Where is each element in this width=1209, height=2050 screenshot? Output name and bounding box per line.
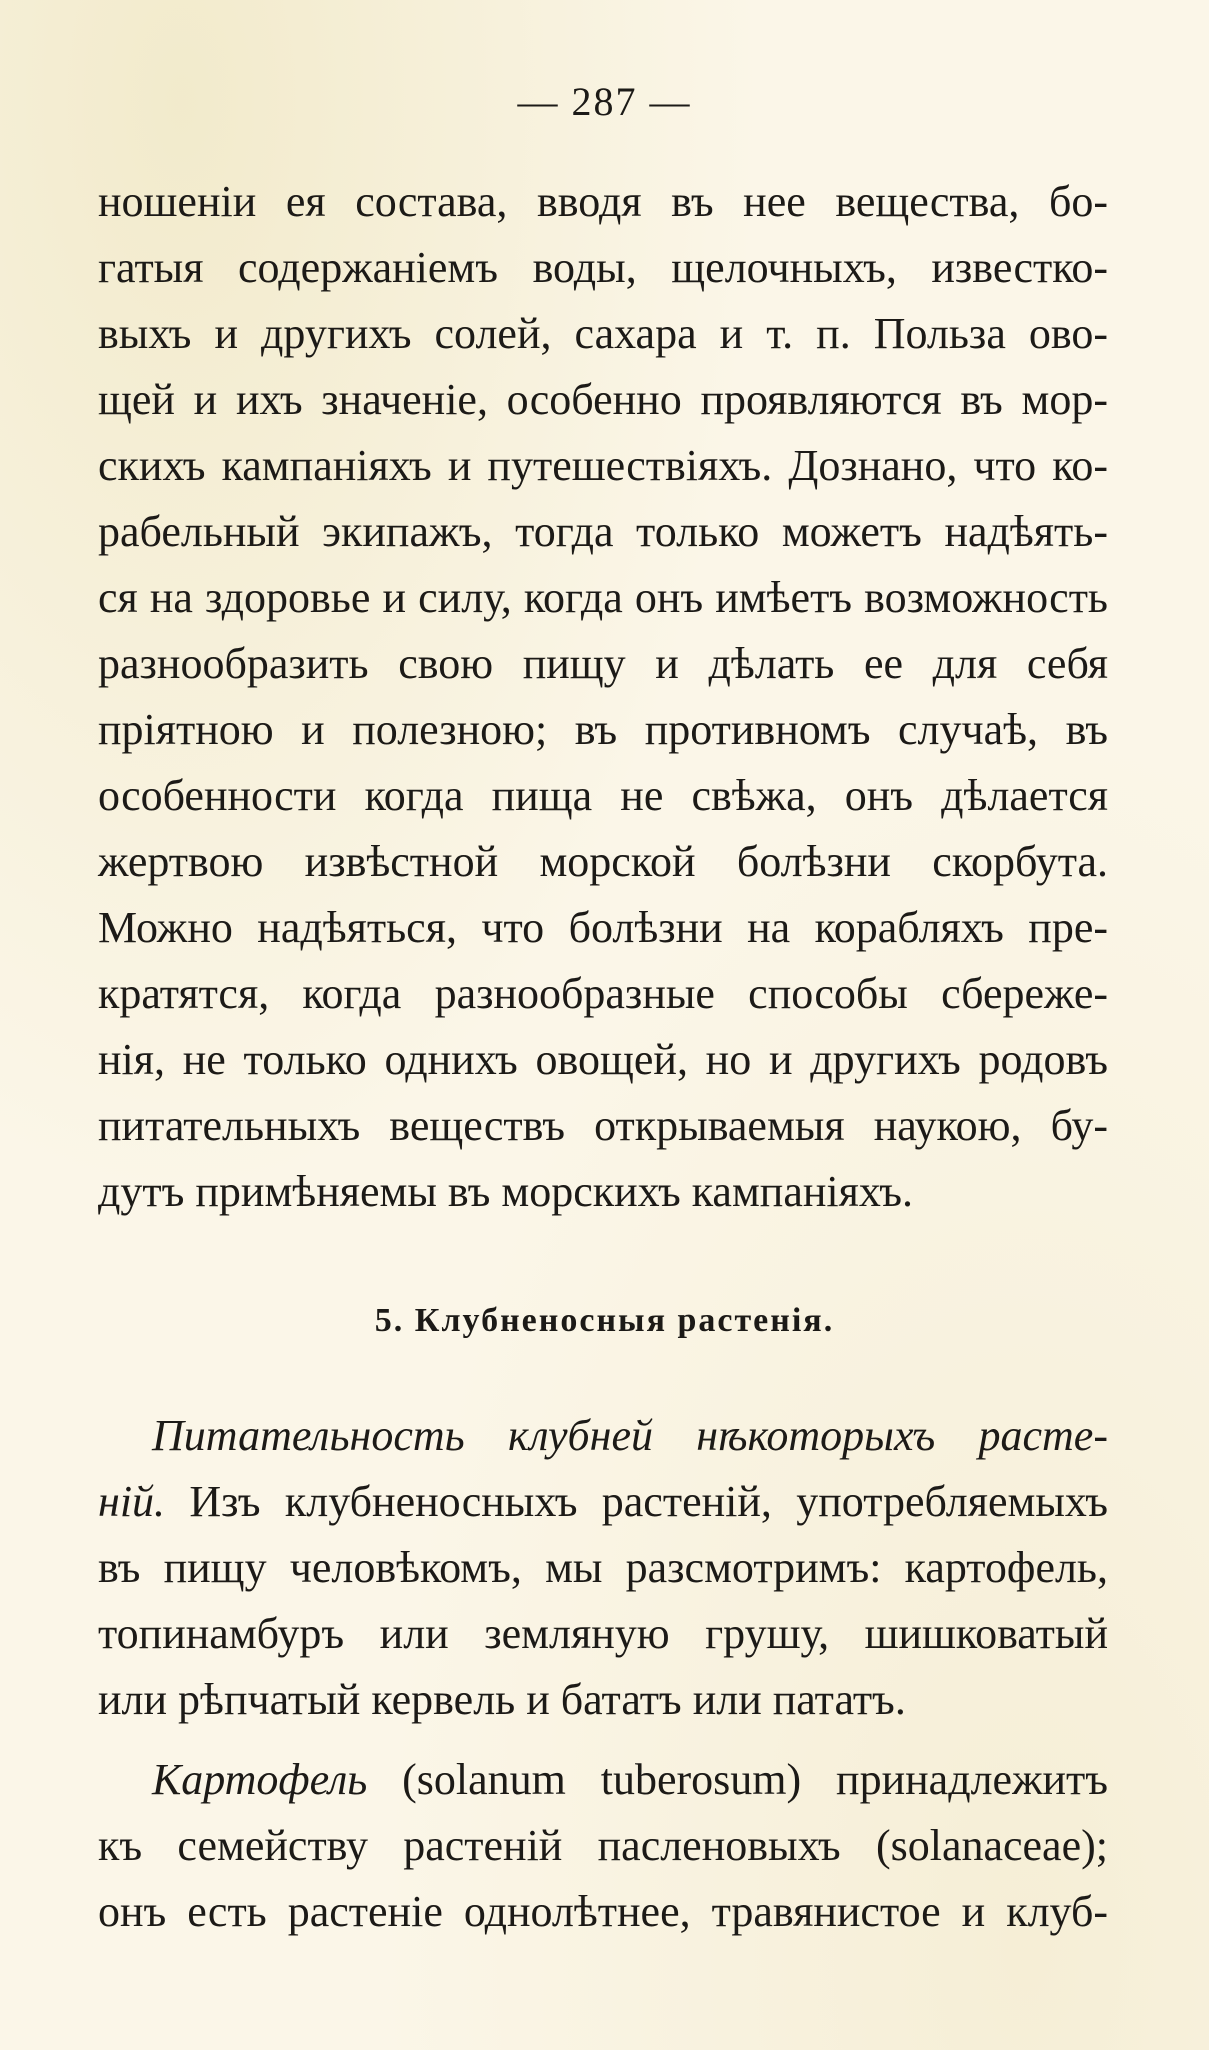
italic-lead-line: Питательность клубней нѣкоторыхъ расте- xyxy=(152,1411,1108,1460)
text-line: Можно надѣяться, что болѣзни на корабляхъ пре- xyxy=(98,903,1108,952)
text-line: рабельный экипажъ, тогда только можетъ надѣять- xyxy=(98,507,1108,556)
text-line: ношеніи ея состава, вводя въ нее вещества, бо- xyxy=(98,177,1108,226)
italic-fragment: ній. xyxy=(98,1477,166,1526)
text-line xyxy=(98,1474,1108,1530)
text-line: выхъ и другихъ солей, сахара и т. п. Польза ово- xyxy=(98,309,1108,358)
text-line: особенности когда пища не свѣжа, онъ дѣлается xyxy=(98,771,1108,820)
text-line: ся на здоровье и силу, когда онъ имѣетъ возможность xyxy=(98,573,1108,622)
page-number: — 287 — xyxy=(517,79,692,124)
text-line: онъ есть растеніе однолѣтнее, травянистое и клуб- xyxy=(98,1887,1108,1936)
text-line: въ пищу человѣкомъ, мы разсмотримъ: картофель, xyxy=(98,1543,1108,1592)
text-line: скихъ кампаніяхъ и путешествіяхъ. Дознано, что ко- xyxy=(98,441,1108,490)
text-line: къ семейству растеній пасленовыхъ (solanaceae); xyxy=(98,1821,1108,1870)
text-line: гатыя содержаніемъ воды, щелочныхъ, известко- xyxy=(98,243,1108,292)
text-fragment: Изъ клубненосныхъ растеній, употребляемыхъ xyxy=(165,1477,1108,1526)
text-line: разнообразить свою пищу и дѣлать ее для себя xyxy=(98,639,1108,688)
text-line: топинамбуръ или земляную грушу, шишковатый xyxy=(98,1609,1108,1658)
section-heading: 5. Клубненосныя растенія. xyxy=(374,1302,835,1339)
text-line: нія, не только однихъ овощей, но и другихъ родовъ xyxy=(98,1035,1108,1084)
text-line: дутъ примѣняемы въ морскихъ кампаніяхъ. xyxy=(98,1167,913,1216)
text-line: жертвою извѣстной морской болѣзни скорбута. xyxy=(98,837,1108,886)
text-fragment: (solanum tuberosum) принадлежитъ xyxy=(367,1755,1108,1804)
text-line: щей и ихъ значеніе, особенно проявляются въ мор- xyxy=(98,375,1108,424)
text-line: питательныхъ веществъ открываемыя наукою, бу- xyxy=(98,1101,1108,1150)
text-line xyxy=(152,1752,1108,1808)
text-line: или рѣпчатый кервель и бататъ или пататъ. xyxy=(98,1675,906,1724)
text-line: кратятся, когда разнообразные способы сбереже- xyxy=(98,969,1108,1018)
text-line: пріятною и полезною; въ противномъ случаѣ, въ xyxy=(98,705,1108,754)
italic-term: Картофель xyxy=(152,1755,368,1804)
